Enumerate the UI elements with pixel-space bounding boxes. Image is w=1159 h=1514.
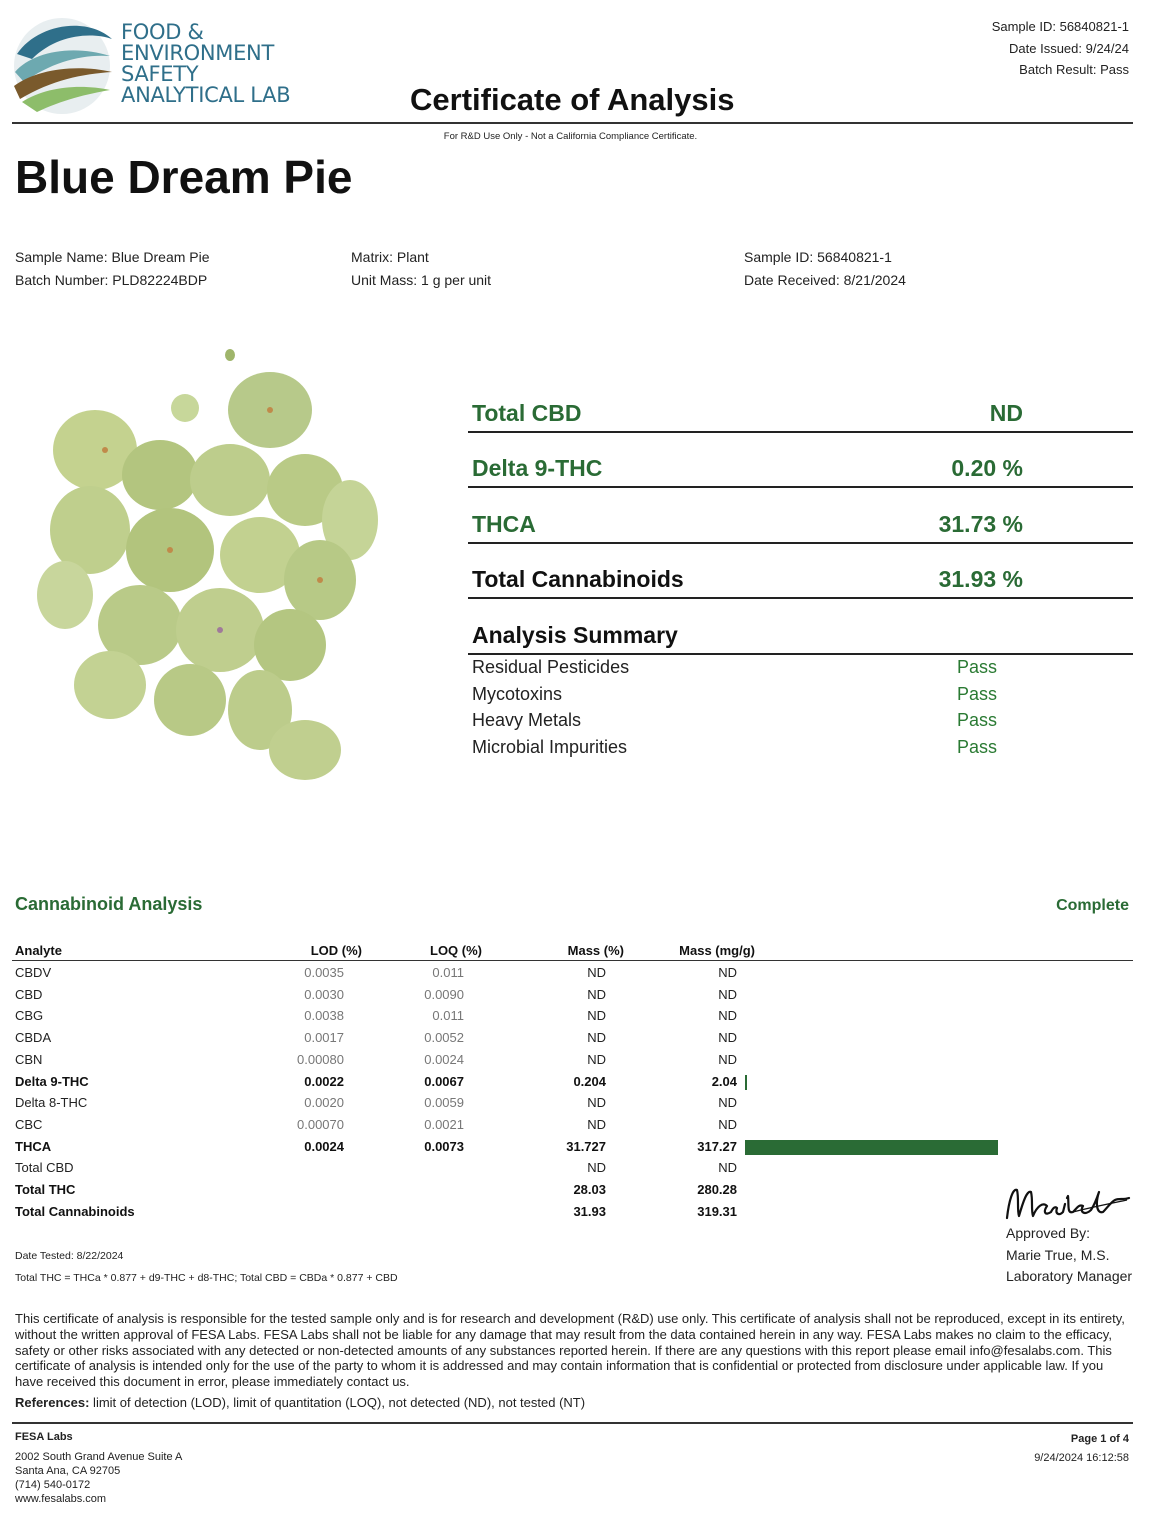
summary-total-cannabinoids <box>468 544 1133 599</box>
cell-mass-pct: ND <box>587 965 606 980</box>
summary-thca <box>468 489 1133 544</box>
analysis-summary-divider <box>468 653 1133 655</box>
cell-mass-mg: 280.28 <box>697 1182 737 1197</box>
table-row <box>0 1071 1141 1093</box>
rd-use-note: For R&D Use Only - Not a California Compliance Certificate. <box>443 131 698 142</box>
cell-mass-pct: 0.204 <box>573 1073 606 1089</box>
meta-col-3 <box>744 246 906 292</box>
cell-analyte: CBC <box>15 1116 43 1132</box>
cell-lod: 0.0022 <box>304 1073 344 1089</box>
cell-analyte: Total THC <box>15 1182 76 1197</box>
analysis-label: Heavy Metals <box>472 710 582 730</box>
cell-mass-mg: 2.04 <box>711 1073 737 1089</box>
footer-phone: (714) 540-0172 <box>15 1479 91 1491</box>
cannabinoid-status: Complete <box>1056 897 1129 914</box>
cell-lod: 0.00080 <box>297 1051 344 1067</box>
header-date-issued: Date Issued: 9/24/24 <box>1009 40 1129 56</box>
cell-loq: 0.011 <box>432 965 464 980</box>
cell-loq: 0.011 <box>432 1008 464 1024</box>
analysis-row <box>472 657 1112 684</box>
analysis-result: Pass <box>957 710 998 730</box>
total-formula: Total THC = THCa * 0.877 + d9-THC + d8-THC; Total CBD = CBDa * 0.877 + CBD <box>15 1272 398 1284</box>
references-label: References: <box>15 1395 90 1410</box>
summary-delta9 <box>468 433 1133 488</box>
cell-analyte: THCA <box>15 1138 52 1154</box>
summary-total-cbd <box>468 378 1133 433</box>
cell-loq: 0.0073 <box>424 1138 464 1154</box>
cell-mass-pct: ND <box>587 986 606 1002</box>
cell-lod: 0.0038 <box>304 1008 344 1024</box>
cell-analyte: Total Cannabinoids <box>15 1203 135 1219</box>
header-batch-result: Batch Result: Pass <box>1019 62 1129 77</box>
cell-loq: 0.0067 <box>424 1073 464 1089</box>
summary-value: 0.20 % <box>951 455 1023 481</box>
analysis-row <box>472 737 1112 764</box>
col-header-mass-pct: Mass (%) <box>567 943 624 958</box>
table-row <box>0 1179 1141 1201</box>
cell-mass-mg: 319.31 <box>697 1203 737 1219</box>
summary-label: Total Cannabinoids <box>472 566 684 592</box>
analysis-result: Pass <box>957 657 998 677</box>
cell-lod: 0.0030 <box>304 986 344 1002</box>
product-photo <box>20 340 390 790</box>
approver-role: Laboratory Manager <box>1006 1268 1133 1284</box>
footer-address-line2: Santa Ana, CA 92705 <box>15 1465 121 1477</box>
table-row <box>0 1092 1141 1114</box>
approval-block <box>1006 1223 1132 1288</box>
mass-bar <box>745 1075 747 1090</box>
cell-analyte: CBDV <box>15 965 52 980</box>
cell-mass-pct: ND <box>587 1051 606 1067</box>
cell-analyte: CBG <box>15 1008 44 1024</box>
references <box>15 1395 585 1410</box>
matrix: Matrix: Plant <box>351 249 429 265</box>
analysis-result: Pass <box>957 684 998 704</box>
cell-mass-pct: ND <box>587 1160 606 1176</box>
col-header-loq: LOQ (%) <box>430 943 482 958</box>
table-row <box>0 1049 1141 1071</box>
document-title: Certificate of Analysis <box>410 82 735 117</box>
table-row <box>0 1201 1141 1223</box>
cell-mass-mg: ND <box>718 1008 737 1024</box>
cell-loq: 0.0024 <box>424 1051 464 1067</box>
cell-lod: 0.0020 <box>304 1095 344 1111</box>
date-tested: Date Tested: 8/22/2024 <box>15 1250 124 1262</box>
table-row <box>0 1114 1141 1136</box>
summary-label: Delta 9-THC <box>472 455 603 481</box>
table-row <box>0 984 1141 1006</box>
summary-label: Total CBD <box>472 400 582 426</box>
cell-loq: 0.0059 <box>424 1095 464 1111</box>
cell-lod: 0.0024 <box>304 1138 344 1154</box>
mass-bar <box>745 1140 998 1155</box>
sample-id: Sample ID: 56840821-1 <box>744 249 892 265</box>
summary-label: THCA <box>472 511 536 537</box>
references-text: limit of detection (LOD), limit of quantitation (LOQ), not detected (ND), not tested (NT) <box>89 1395 586 1410</box>
approver-name: Marie True, M.S. <box>1006 1246 1110 1263</box>
cell-lod: 0.00070 <box>297 1116 344 1132</box>
header-info <box>992 16 1129 81</box>
col-header-mass-mg: Mass (mg/g) <box>679 943 755 958</box>
cell-analyte: Delta 9-THC <box>15 1073 89 1089</box>
cell-loq: 0.0021 <box>424 1116 464 1132</box>
cell-mass-pct: ND <box>587 1030 606 1046</box>
footer-divider <box>12 1422 1133 1424</box>
analysis-label: Mycotoxins <box>472 684 563 704</box>
summary-value: 31.93 % <box>938 566 1023 592</box>
header-sample-id: Sample ID: 56840821-1 <box>991 19 1129 34</box>
table-row <box>0 962 1141 984</box>
cannabis-buds-image <box>20 340 390 790</box>
col-header-analyte: Analyte <box>15 943 62 958</box>
cell-mass-mg: 317.27 <box>697 1138 737 1154</box>
lab-logo-text: FOOD & ENVIRONMENT SAFETY ANALYTICAL LAB <box>121 20 291 107</box>
footer-address <box>15 1430 182 1506</box>
cell-mass-pct: ND <box>587 1008 606 1024</box>
cell-mass-mg: ND <box>718 986 737 1002</box>
cell-mass-pct: 31.727 <box>566 1138 606 1154</box>
summary-value: 31.73 % <box>938 511 1023 537</box>
cell-mass-mg: ND <box>718 1030 737 1046</box>
date-received: Date Received: 8/21/2024 <box>744 272 906 288</box>
table-row <box>0 1005 1141 1027</box>
table-header-divider <box>12 960 1133 961</box>
cell-loq: 0.0052 <box>424 1030 464 1046</box>
cell-mass-mg: ND <box>718 1160 737 1176</box>
cell-lod: 0.0017 <box>304 1030 344 1046</box>
cell-mass-mg: ND <box>718 1116 737 1132</box>
handwritten-signature-icon <box>1003 1178 1133 1226</box>
page-number: Page 1 of 4 <box>1070 1433 1129 1445</box>
meta-col-1 <box>15 246 210 292</box>
cell-mass-pct: 28.03 <box>573 1182 606 1197</box>
cell-analyte: CBN <box>15 1051 43 1067</box>
table-row <box>0 1027 1141 1049</box>
table-row <box>0 1136 1141 1158</box>
cell-analyte: CBDA <box>15 1030 52 1046</box>
analysis-result: Pass <box>957 737 998 757</box>
cell-mass-mg: ND <box>718 1051 737 1067</box>
analysis-label: Residual Pesticides <box>472 657 630 677</box>
footer-timestamp: 9/24/2024 16:12:58 <box>1034 1452 1129 1464</box>
header-divider <box>12 122 1133 124</box>
cell-mass-pct: ND <box>587 1116 606 1132</box>
meta-col-2 <box>351 246 491 292</box>
analysis-row <box>472 710 1112 737</box>
cannabinoid-analysis-title: Cannabinoid Analysis <box>15 894 203 914</box>
analysis-summary-title: Analysis Summary <box>472 622 678 648</box>
cell-mass-pct: 31.93 <box>573 1203 606 1219</box>
cell-mass-mg: ND <box>718 965 737 980</box>
cell-mass-mg: ND <box>718 1095 737 1111</box>
analysis-label: Microbial Impurities <box>472 737 628 757</box>
col-header-lod: LOD (%) <box>310 943 362 958</box>
batch-number: Batch Number: PLD82224BDP <box>15 272 208 288</box>
summary-value: ND <box>989 400 1023 426</box>
table-row <box>0 1157 1141 1179</box>
cell-analyte: Delta 8-THC <box>15 1095 88 1111</box>
signature <box>1003 1178 1133 1226</box>
approved-by-label: Approved By: <box>1006 1225 1091 1241</box>
footer-address-line1: 2002 South Grand Avenue Suite A <box>15 1451 183 1463</box>
unit-mass: Unit Mass: 1 g per unit <box>351 272 492 288</box>
cell-analyte: Total CBD <box>15 1160 74 1176</box>
cell-analyte: CBD <box>15 986 43 1002</box>
disclaimer-text: This certificate of analysis is responsible for the tested sample only and is for research and development (R&D) use only. This certificate of analysis shall not be reproduced, except in its entirety, without the written approval of FESA Labs. FESA Labs shall not be liable for any damage that may result from the data contained herein in any way. FESA Labs makes no claim to the efficacy, safety or other risks associated with any detected or non-detected amounts of any substances reported herein. If there are any questions with this report please email info@fesalabs.com. This certificate of analysis is intended only for the use of the party to whom it is addressed and may contain information that is confidential or protected from disclosure under applicable law. If you have received this document in error, please immediately contact us. <box>15 1311 1125 1390</box>
cell-lod: 0.0035 <box>304 965 344 980</box>
product-name: Blue Dream Pie <box>15 151 353 203</box>
footer-company: FESA Labs <box>15 1431 73 1443</box>
analysis-row <box>472 684 1112 711</box>
cell-mass-pct: ND <box>587 1095 606 1111</box>
footer-meta <box>1034 1430 1129 1468</box>
lab-logo-icon <box>12 14 122 119</box>
footer-website: www.fesalabs.com <box>15 1493 107 1505</box>
cell-loq: 0.0090 <box>424 986 464 1002</box>
sample-name: Sample Name: Blue Dream Pie <box>15 249 210 265</box>
